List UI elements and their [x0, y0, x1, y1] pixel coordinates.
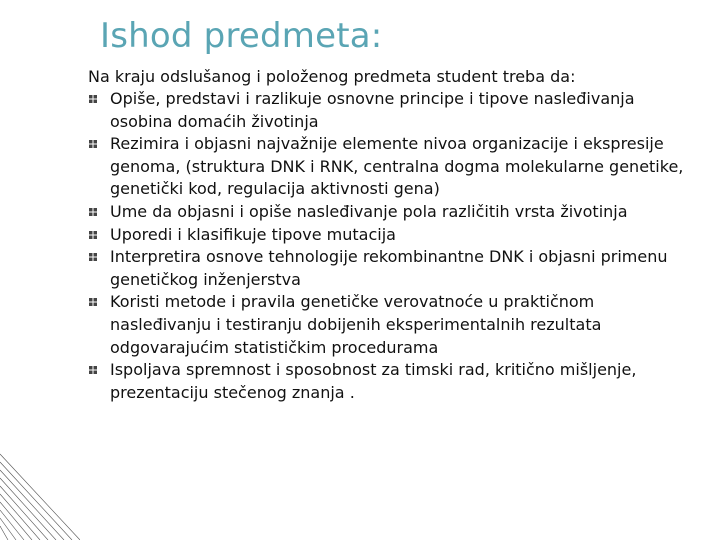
- outcome-list: [88, 88, 700, 404]
- list-item: [88, 291, 700, 359]
- slide-content: [88, 66, 700, 404]
- list-item: [88, 88, 700, 133]
- square-bullet-icon: [88, 94, 98, 104]
- square-bullet-icon: [88, 365, 98, 375]
- list-item: [88, 201, 700, 224]
- square-bullet-icon: [88, 297, 98, 307]
- list-item: [88, 359, 700, 404]
- list-item: [88, 224, 700, 247]
- list-item-text: Opiše, predstavi i razlikuje osnovne principe i tipove nasleđivanja osobina domaćih životinja: [110, 89, 635, 131]
- list-item-text: Koristi metode i pravila genetičke verovatnoće u praktičnom nasleđivanju i testiranju dobijenih eksperimentalnih rezultata odgovarajućim statističkim procedurama: [110, 292, 602, 357]
- list-item: [88, 246, 700, 291]
- corner-decoration: [0, 440, 80, 540]
- list-item-text: Ispoljava spremnost i sposobnost za timski rad, kritično mišljenje, prezentaciju stečenog znanja .: [110, 360, 637, 402]
- list-item-text: Interpretira osnove tehnologije rekombinantne DNK i objasni primenu genetičkog inženjerstva: [110, 247, 668, 289]
- list-item: [88, 133, 700, 201]
- square-bullet-icon: [88, 139, 98, 149]
- square-bullet-icon: [88, 207, 98, 217]
- list-item-text: Rezimira i objasni najvažnije elemente nivoa organizacije i ekspresije genoma, (struktura DNK i RNK, centralna dogma molekularne genetike, genetički kod, regulacija aktivnosti gena): [110, 134, 684, 199]
- intro-text: Na kraju odslušanog i položenog predmeta student treba da:: [88, 67, 576, 86]
- square-bullet-icon: [88, 230, 98, 240]
- list-item-text: Ume da objasni i opiše nasleđivanje pola različitih vrsta životinja: [110, 201, 628, 221]
- list-item-text: Uporedi i klasifikuje tipove mutacija: [110, 224, 396, 244]
- slide-title: Ishod predmeta:: [100, 16, 383, 56]
- square-bullet-icon: [88, 252, 98, 262]
